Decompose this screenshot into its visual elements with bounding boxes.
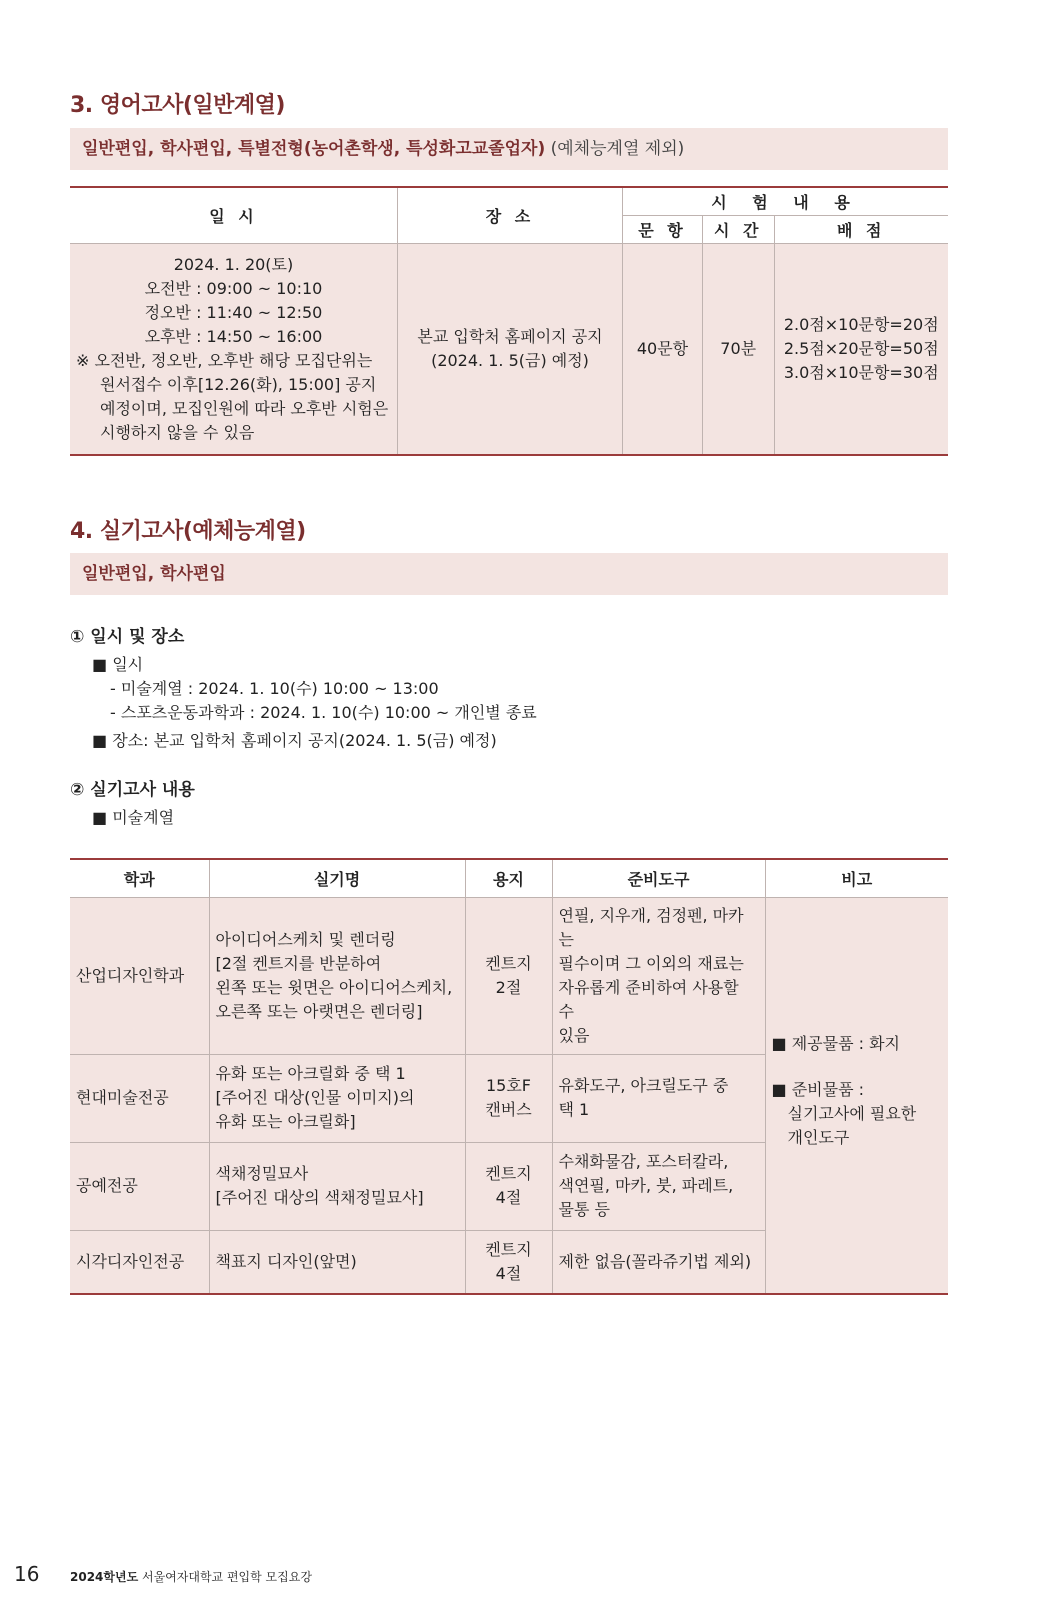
date-line: 오후반 : 14:50 ~ 16:00 bbox=[144, 326, 323, 346]
section4-subtitle-strong: 일반편입, 학사편입 bbox=[82, 564, 226, 584]
paper-cell: 켄트지 4절 bbox=[465, 1230, 552, 1294]
exam-cell: 색채정밀묘사 [주어진 대상의 색채정밀묘사] bbox=[209, 1142, 465, 1230]
page-number: 16 bbox=[14, 1562, 40, 1586]
date-line: 오전반 : 09:00 ~ 10:10 bbox=[144, 278, 323, 298]
questions-cell: 40문항 bbox=[623, 243, 703, 455]
remark-prepare-detail-2: 개인도구 bbox=[787, 1128, 850, 1148]
exam-cell: 유화 또는 아크릴화 중 택 1 [주어진 대상(인물 이미지)의 유화 또는 아크릴화] bbox=[209, 1054, 465, 1142]
exam-date-cell bbox=[70, 243, 397, 455]
english-exam-table bbox=[70, 186, 948, 456]
header-remark: 비고 bbox=[765, 859, 948, 897]
paper-cell: 켄트지 2절 bbox=[465, 897, 552, 1054]
date-line: 2024. 1. 20(토) bbox=[173, 254, 294, 274]
item2-title: ② 실기고사 내용 bbox=[70, 780, 195, 800]
place-line: 본교 입학처 홈페이지 공지 bbox=[417, 326, 603, 346]
exam-cell: 책표지 디자인(앞면) bbox=[209, 1230, 465, 1294]
remark-prepare: ■ 준비물품 : bbox=[771, 1080, 865, 1100]
score-cell bbox=[774, 243, 948, 455]
tools-cell: 유화도구, 아크릴도구 중 택 1 bbox=[552, 1054, 765, 1142]
time-cell: 70분 bbox=[702, 243, 774, 455]
bullet-art: ■ 미술계열 bbox=[92, 808, 175, 827]
header-time: 시 간 bbox=[702, 215, 774, 243]
score-line: 3.0점×10문항=30점 bbox=[783, 362, 939, 382]
header-place: 장 소 bbox=[397, 187, 622, 243]
dept-cell: 현대미술전공 bbox=[70, 1054, 209, 1142]
header-date: 일 시 bbox=[70, 187, 397, 243]
remark-provided: ■ 제공물품 : 화지 bbox=[771, 1034, 901, 1054]
header-score: 배 점 bbox=[774, 215, 948, 243]
footer-year: 2024학년도 bbox=[70, 1570, 139, 1584]
date-art: - 미술계열 : 2024. 1. 10(수) 10:00 ~ 13:00 bbox=[110, 679, 439, 698]
exam-cell: 아이디어스케치 및 렌더링 [2절 켄트지를 반분하여 왼쪽 또는 윗면은 아이디어스케치, 오른쪽 또는 아랫면은 렌더링] bbox=[209, 897, 465, 1054]
section3-subtitle-light: (예체능계열 제외) bbox=[545, 139, 685, 159]
bullet-place: ■ 장소: 본교 입학처 홈페이지 공지(2024. 1. 5(금) 예정) bbox=[92, 731, 497, 750]
exam-place-cell bbox=[397, 243, 622, 455]
score-line: 2.0점×10문항=20점 bbox=[783, 314, 939, 334]
header-tools: 준비도구 bbox=[552, 859, 765, 897]
date-sports: - 스포츠운동과학과 : 2024. 1. 10(수) 10:00 ~ 개인별 종료 bbox=[110, 703, 537, 722]
remark-prepare-detail-1: 실기고사에 필요한 bbox=[787, 1104, 917, 1124]
header-dept: 학과 bbox=[70, 859, 209, 897]
footer-title bbox=[70, 1568, 312, 1585]
tools-cell: 수채화물감, 포스터칼라, 색연필, 마카, 붓, 파레트, 물통 등 bbox=[552, 1142, 765, 1230]
dept-cell: 시각디자인전공 bbox=[70, 1230, 209, 1294]
date-note: ※ 오전반, 정오반, 오후반 해당 모집단위는 원서접수 이후[12.26(화), 15:00] 공지 예정이며, 모집인원에 따라 오후반 시험은 시행하지 않을 수 있음 bbox=[76, 350, 389, 442]
dept-cell: 산업디자인학과 bbox=[70, 897, 209, 1054]
section4-subtitle-bar bbox=[70, 553, 948, 595]
tools-cell: 연필, 지우개, 검정펜, 마카는 필수이며 그 이외의 재료는 자유롭게 준비하여 사용할 수 있음 bbox=[552, 897, 765, 1054]
tools-cell: 제한 없음(꼴라쥬기법 제외) bbox=[552, 1230, 765, 1294]
section3-title: 3. 영어고사(일반계열) bbox=[70, 93, 285, 118]
bullet-date: ■ 일시 bbox=[92, 655, 144, 674]
section4-title: 4. 실기고사(예체능계열) bbox=[70, 519, 306, 544]
section3-subtitle-bar bbox=[70, 128, 948, 170]
practical-exam-table bbox=[70, 858, 948, 1295]
date-line: 정오반 : 11:40 ~ 12:50 bbox=[144, 302, 323, 322]
score-line: 2.5점×20문항=50점 bbox=[783, 338, 939, 358]
footer-doc-name: 서울여자대학교 편입학 모집요강 bbox=[138, 1570, 312, 1584]
header-paper: 용지 bbox=[465, 859, 552, 897]
header-content: 시 험 내 용 bbox=[623, 187, 948, 215]
place-line: (2024. 1. 5(금) 예정) bbox=[431, 350, 589, 370]
header-exam: 실기명 bbox=[209, 859, 465, 897]
dept-cell: 공예전공 bbox=[70, 1142, 209, 1230]
header-questions: 문 항 bbox=[623, 215, 703, 243]
paper-cell: 켄트지 4절 bbox=[465, 1142, 552, 1230]
paper-cell: 15호F 캔버스 bbox=[465, 1054, 552, 1142]
remark-cell bbox=[765, 897, 948, 1294]
section3-subtitle-strong: 일반편입, 학사편입, 특별전형(농어촌학생, 특성화고교졸업자) bbox=[82, 139, 546, 159]
item1-title: ① 일시 및 장소 bbox=[70, 627, 185, 647]
